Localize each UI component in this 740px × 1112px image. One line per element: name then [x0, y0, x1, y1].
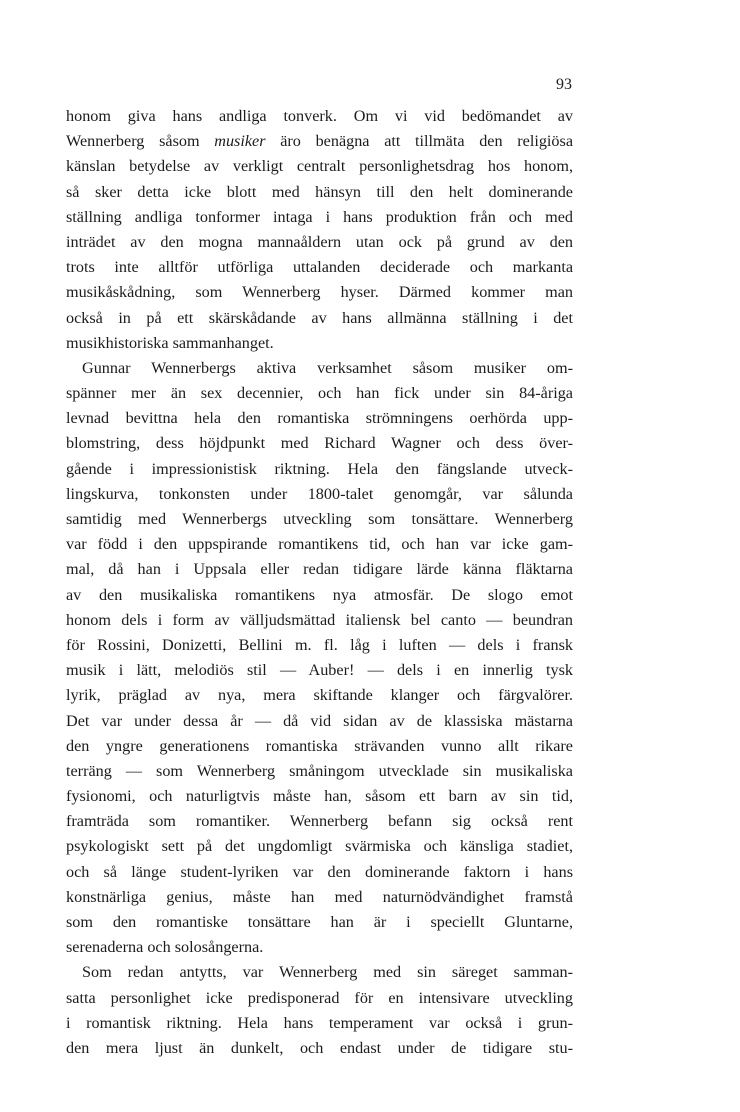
text-line: Gunnar Wennerbergs aktiva verksamhet såsom musiker om-: [82, 358, 573, 377]
text-line: musikåskådning, som Wennerberg hyser. Därmed kommer man: [66, 283, 573, 302]
text-line: framträda som romantiker. Wennerberg befann sig också rent: [66, 812, 573, 831]
text-line: levnad bevittna hela den romantiska strömningens oerhörda upp-: [66, 409, 573, 428]
text-line: serenaderna och solosångerna.: [66, 938, 264, 957]
text-line: också in på ett skärskådande av hans allmänna ställning i det: [66, 308, 573, 327]
text-line: lingskurva, tonkonsten under 1800-talet genomgår, var sålunda: [66, 484, 573, 503]
text-line: så sker detta icke blott med hänsyn till den helt dominerande: [66, 182, 573, 201]
text-line: terräng — som Wennerberg småningom utvecklade sin musikaliska: [66, 761, 573, 780]
text-line: psykologiskt sett på det ungdomligt svärmiska och känsliga stadiet,: [66, 837, 573, 856]
text-line: musikhistoriska sammanhanget.: [66, 333, 274, 352]
text-line: ställning andliga tonformer intaga i hans produktion från och med: [66, 207, 573, 226]
body-text: [66, 104, 573, 1061]
text-line: lyrik, präglad av nya, mera skiftande klanger och färgvalörer.: [66, 686, 573, 705]
italic-term: musiker: [214, 132, 266, 151]
text-line: honom giva hans andliga tonverk. Om vi vid bedömandet av: [66, 107, 573, 125]
text-line: den mera ljust än dunkelt, och endast under de tidigare stu-: [66, 1038, 573, 1057]
text-line: i romantisk riktning. Hela hans temperament var också i grun-: [66, 1013, 573, 1032]
text-line: blomstring, dess höjdpunkt med Richard Wagner och dess över-: [66, 434, 573, 453]
text-line: samtidig med Wennerbergs utveckling som tonsättare. Wennerberg: [66, 510, 573, 528]
text-line: musik i lätt, melodiös stil — Auber! — dels i en innerlig tysk: [66, 661, 573, 680]
text-line: Wennerberg såsom musiker äro benägna att tillmäta den religiösa: [66, 132, 574, 151]
text-line: satta personlighet icke predisponerad för en intensivare utveckling: [66, 988, 573, 1007]
text-line: Det var under dessa år — då vid sidan av de klassiska mästarna: [66, 711, 573, 730]
text-line: konstnärliga genius, måste han med naturnödvändighet framstå: [66, 887, 573, 906]
text-line: spänner mer än sex decennier, och han fick under sin 84-åriga: [66, 384, 573, 403]
text-line: fysionomi, och naturligtvis måste han, såsom ett barn av sin tid,: [66, 787, 573, 806]
text-line: som den romantiske tonsättare han är i speciellt Gluntarne,: [66, 913, 573, 931]
text-line: mal, då han i Uppsala eller redan tidigare lärde känna fläktarna: [66, 560, 573, 579]
text-line: inträdet av den mogna mannaåldern utan ock på grund av den: [66, 232, 573, 251]
text-line: honom dels i form av välljudsmättad italiensk bel canto — beundran: [66, 610, 573, 629]
text-line: gående i impressionistisk riktning. Hela den fängslande utveck-: [66, 459, 573, 478]
text-line: känslan betydelse av verkligt centralt personlighetsdrag hos honom,: [66, 157, 573, 176]
text-line: var född i den uppspirande romantikens tid, och han var icke gam-: [66, 535, 573, 554]
page-number: 93: [556, 76, 572, 93]
text-line: av den musikaliska romantikens nya atmosfär. De slogo emot: [66, 585, 573, 604]
text-line: trots inte alltför utförliga uttalanden deciderade och markanta: [66, 258, 573, 277]
text-line: den yngre generationens romantiska strävanden vunno allt rikare: [66, 736, 573, 755]
text-line: och så länge student-lyriken var den dominerande faktorn i hans: [66, 862, 573, 881]
text-line: Som redan antytts, var Wennerberg med sin säreget samman-: [82, 963, 573, 982]
text-line: för Rossini, Donizetti, Bellini m. fl. låg i luften — dels i fransk: [66, 635, 573, 654]
